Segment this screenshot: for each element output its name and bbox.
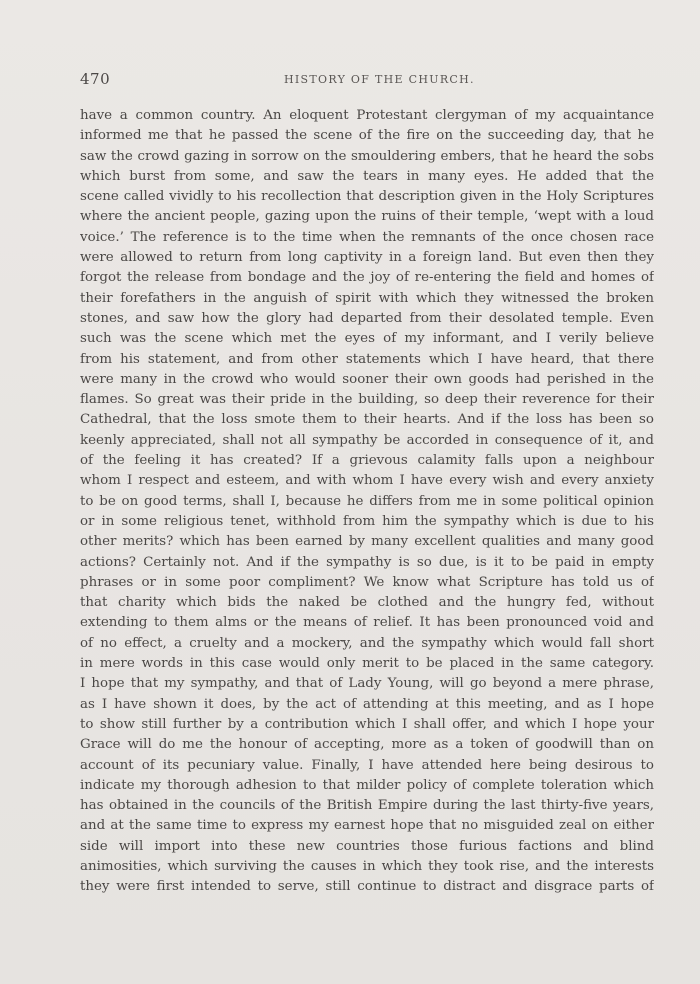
text-line: as I have shown it does, by the act of attending at this meeting, and as I hope: [80, 696, 654, 712]
text-line: saw the crowd gazing in sorrow on the smouldering embers, that he heard the sobs: [80, 148, 654, 164]
text-line: Grace will do me the honour of accepting, more as a token of goodwill than on: [80, 737, 654, 753]
text-line: their forefathers in the anguish of spirit with which they witnessed the broken: [80, 290, 654, 306]
text-line: they were first intended to serve, still continue to distract and disgrace parts of: [80, 879, 654, 895]
text-line: from his statement, and from other statements which I have heard, that there: [80, 351, 654, 367]
text-line: or in some religious tenet, withhold from him the sympathy which is due to his: [80, 513, 654, 529]
text-line: account of its pecuniary value. Finally, I have attended here being desirous to: [80, 757, 654, 773]
text-line: voice.’ The reference is to the time when the remnants of the once chosen race: [80, 229, 654, 245]
text-line: were many in the crowd who would sooner their own goods had perished in the: [80, 371, 654, 387]
text-line: animosities, which surviving the causes in which they took rise, and the interests: [80, 858, 654, 874]
text-line: such was the scene which met the eyes of my informant, and I verily believe: [80, 331, 654, 347]
body-text: [80, 106, 654, 898]
text-line: scene called vividly to his recollection that description given in the Holy Scriptures: [80, 189, 654, 205]
text-line: to be on good terms, shall I, because he differs from me in some political opinion: [80, 493, 654, 509]
page-number: 470: [80, 70, 111, 88]
text-line: stones, and saw how the glory had departed from their desolated temple. Even: [80, 310, 654, 326]
text-line: in mere words in this case would only merit to be placed in the same category.: [80, 656, 654, 672]
text-line: indicate my thorough adhesion to that milder policy of complete toleration which: [80, 777, 654, 793]
text-line: extending to them alms or the means of relief. It has been pronounced void and: [80, 615, 654, 631]
text-line: to show still further by a contribution which I shall offer, and which I hope your: [80, 716, 654, 732]
text-line: flames. So great was their pride in the building, so deep their reverence for their: [80, 392, 654, 408]
text-line: phrases or in some poor compliment? We know what Scripture has told us of: [80, 574, 654, 590]
text-line: whom I respect and esteem, and with whom I have every wish and every anxiety: [80, 473, 654, 489]
text-line: informed me that he passed the scene of the fire on the succeeding day, that he: [80, 128, 654, 144]
page-header: [80, 70, 654, 92]
text-line: were allowed to return from long captivity in a foreign land. But even then they: [80, 250, 654, 266]
text-line: Cathedral, that the loss smote them to their hearts. And if the loss has been so: [80, 412, 654, 428]
text-line: other merits? which has been earned by many excellent qualities and many good: [80, 534, 654, 550]
text-line: side will import into these new countries those furious factions and blind: [80, 838, 654, 854]
running-head: HISTORY OF THE CHURCH.: [284, 73, 475, 86]
text-line: of no effect, a cruelty and a mockery, and the sympathy which would fall short: [80, 635, 654, 651]
text-line: actions? Certainly not. And if the sympathy is so due, is it to be paid in empty: [80, 554, 654, 570]
text-line: have a common country. An eloquent Protestant clergyman of my acquaintance: [80, 108, 654, 123]
text-line: has obtained in the councils of the British Empire during the last thirty-five years,: [80, 798, 654, 814]
text-line: of the feeling it has created? If a grievous calamity falls upon a neighbour: [80, 453, 654, 469]
text-line: keenly appreciated, shall not all sympathy be accorded in consequence of it, and: [80, 432, 654, 448]
text-line: I hope that my sympathy, and that of Lady Young, will go beyond a mere phrase,: [80, 676, 654, 692]
text-line: where the ancient people, gazing upon the ruins of their temple, ‘wept with a loud: [80, 209, 654, 225]
text-line: that charity which bids the naked be clothed and the hungry fed, without: [80, 595, 654, 611]
text-line: which burst from some, and saw the tears in many eyes. He added that the: [80, 168, 654, 184]
text-line: and at the same time to express my earnest hope that no misguided zeal on either: [80, 818, 654, 834]
text-line: forgot the release from bondage and the joy of re-entering the field and homes of: [80, 270, 654, 286]
